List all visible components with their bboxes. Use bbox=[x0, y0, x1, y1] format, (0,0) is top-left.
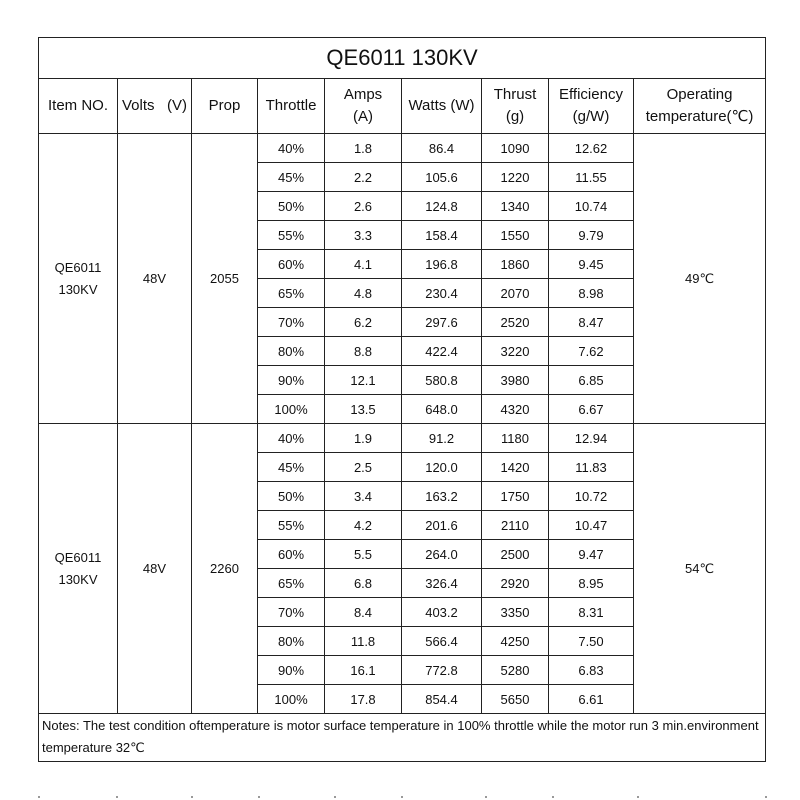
throttle-cell: 60% bbox=[258, 540, 325, 569]
throttle-cell: 50% bbox=[258, 192, 325, 221]
efficiency-cell: 9.47 bbox=[549, 540, 634, 569]
amps-cell: 17.8 bbox=[325, 685, 402, 714]
efficiency-cell: 8.31 bbox=[549, 598, 634, 627]
efficiency-cell: 8.47 bbox=[549, 308, 634, 337]
guide-dot bbox=[38, 796, 40, 798]
thrust-cell: 1420 bbox=[482, 453, 549, 482]
throttle-cell: 80% bbox=[258, 337, 325, 366]
thrust-cell: 2920 bbox=[482, 569, 549, 598]
amps-cell: 2.2 bbox=[325, 163, 402, 192]
throttle-cell: 90% bbox=[258, 366, 325, 395]
throttle-cell: 100% bbox=[258, 395, 325, 424]
throttle-cell: 90% bbox=[258, 656, 325, 685]
amps-cell: 4.2 bbox=[325, 511, 402, 540]
efficiency-cell: 6.67 bbox=[549, 395, 634, 424]
header-watts: Watts (W) bbox=[402, 79, 482, 134]
watts-cell: 163.2 bbox=[402, 482, 482, 511]
prop-cell: 2055 bbox=[192, 134, 258, 424]
watts-cell: 580.8 bbox=[402, 366, 482, 395]
watts-cell: 326.4 bbox=[402, 569, 482, 598]
thrust-cell: 1860 bbox=[482, 250, 549, 279]
throttle-cell: 45% bbox=[258, 453, 325, 482]
efficiency-cell: 6.61 bbox=[549, 685, 634, 714]
operating-temperature-cell: 49℃ bbox=[634, 134, 766, 424]
header-efficiency: Efficiency (g/W) bbox=[549, 79, 634, 134]
thrust-cell: 3220 bbox=[482, 337, 549, 366]
amps-cell: 2.6 bbox=[325, 192, 402, 221]
efficiency-cell: 11.83 bbox=[549, 453, 634, 482]
bottom-dotted-guide bbox=[0, 796, 800, 800]
table-row bbox=[39, 424, 766, 453]
efficiency-cell: 10.72 bbox=[549, 482, 634, 511]
table-body bbox=[39, 134, 766, 714]
header-amps: Amps (A) bbox=[325, 79, 402, 134]
amps-cell: 8.8 bbox=[325, 337, 402, 366]
watts-cell: 264.0 bbox=[402, 540, 482, 569]
efficiency-cell: 6.85 bbox=[549, 366, 634, 395]
amps-cell: 16.1 bbox=[325, 656, 402, 685]
throttle-cell: 50% bbox=[258, 482, 325, 511]
watts-cell: 158.4 bbox=[402, 221, 482, 250]
thrust-cell: 2500 bbox=[482, 540, 549, 569]
throttle-cell: 70% bbox=[258, 308, 325, 337]
volts-cell: 48V bbox=[118, 424, 192, 714]
watts-cell: 403.2 bbox=[402, 598, 482, 627]
item-number-cell: QE6011 130KV bbox=[39, 424, 118, 714]
thrust-cell: 1750 bbox=[482, 482, 549, 511]
header-thrust: Thrust (g) bbox=[482, 79, 549, 134]
prop-cell: 2260 bbox=[192, 424, 258, 714]
spec-sheet bbox=[38, 37, 765, 762]
efficiency-cell: 11.55 bbox=[549, 163, 634, 192]
guide-dot bbox=[765, 796, 767, 798]
header-item-no: Item NO. bbox=[39, 79, 118, 134]
header-volts: Volts (V) bbox=[118, 79, 192, 134]
thrust-cell: 1550 bbox=[482, 221, 549, 250]
guide-dot bbox=[637, 796, 639, 798]
amps-cell: 5.5 bbox=[325, 540, 402, 569]
header-row bbox=[39, 79, 766, 134]
throttle-cell: 65% bbox=[258, 279, 325, 308]
efficiency-cell: 9.45 bbox=[549, 250, 634, 279]
efficiency-cell: 12.94 bbox=[549, 424, 634, 453]
amps-cell: 4.8 bbox=[325, 279, 402, 308]
efficiency-cell: 8.98 bbox=[549, 279, 634, 308]
amps-cell: 6.8 bbox=[325, 569, 402, 598]
amps-cell: 12.1 bbox=[325, 366, 402, 395]
efficiency-cell: 12.62 bbox=[549, 134, 634, 163]
watts-cell: 196.8 bbox=[402, 250, 482, 279]
thrust-cell: 1090 bbox=[482, 134, 549, 163]
header-throttle: Throttle bbox=[258, 79, 325, 134]
thrust-cell: 1180 bbox=[482, 424, 549, 453]
amps-cell: 3.3 bbox=[325, 221, 402, 250]
throttle-cell: 45% bbox=[258, 163, 325, 192]
throttle-cell: 55% bbox=[258, 221, 325, 250]
table-row bbox=[39, 134, 766, 163]
watts-cell: 297.6 bbox=[402, 308, 482, 337]
watts-cell: 230.4 bbox=[402, 279, 482, 308]
motor-test-table bbox=[38, 37, 766, 762]
guide-dot bbox=[401, 796, 403, 798]
thrust-cell: 1340 bbox=[482, 192, 549, 221]
amps-cell: 6.2 bbox=[325, 308, 402, 337]
amps-cell: 1.9 bbox=[325, 424, 402, 453]
guide-dot bbox=[258, 796, 260, 798]
amps-cell: 4.1 bbox=[325, 250, 402, 279]
throttle-cell: 80% bbox=[258, 627, 325, 656]
amps-cell: 1.8 bbox=[325, 134, 402, 163]
thrust-cell: 5650 bbox=[482, 685, 549, 714]
watts-cell: 648.0 bbox=[402, 395, 482, 424]
throttle-cell: 100% bbox=[258, 685, 325, 714]
guide-dot bbox=[485, 796, 487, 798]
table-title: QE6011 130KV bbox=[39, 38, 766, 79]
thrust-cell: 3980 bbox=[482, 366, 549, 395]
item-number-cell: QE6011 130KV bbox=[39, 134, 118, 424]
thrust-cell: 4250 bbox=[482, 627, 549, 656]
amps-cell: 3.4 bbox=[325, 482, 402, 511]
throttle-cell: 55% bbox=[258, 511, 325, 540]
watts-cell: 201.6 bbox=[402, 511, 482, 540]
efficiency-cell: 6.83 bbox=[549, 656, 634, 685]
watts-cell: 422.4 bbox=[402, 337, 482, 366]
watts-cell: 86.4 bbox=[402, 134, 482, 163]
efficiency-cell: 7.50 bbox=[549, 627, 634, 656]
throttle-cell: 40% bbox=[258, 134, 325, 163]
watts-cell: 772.8 bbox=[402, 656, 482, 685]
guide-dot bbox=[191, 796, 193, 798]
throttle-cell: 65% bbox=[258, 569, 325, 598]
efficiency-cell: 10.47 bbox=[549, 511, 634, 540]
efficiency-cell: 10.74 bbox=[549, 192, 634, 221]
efficiency-cell: 8.95 bbox=[549, 569, 634, 598]
operating-temperature-cell: 54℃ bbox=[634, 424, 766, 714]
efficiency-cell: 9.79 bbox=[549, 221, 634, 250]
watts-cell: 91.2 bbox=[402, 424, 482, 453]
thrust-cell: 2110 bbox=[482, 511, 549, 540]
header-prop: Prop bbox=[192, 79, 258, 134]
guide-dot bbox=[334, 796, 336, 798]
amps-cell: 8.4 bbox=[325, 598, 402, 627]
watts-cell: 566.4 bbox=[402, 627, 482, 656]
header-operating-temperature: Operating temperature(℃) bbox=[634, 79, 766, 134]
throttle-cell: 40% bbox=[258, 424, 325, 453]
throttle-cell: 60% bbox=[258, 250, 325, 279]
notes: Notes: The test condition oftemperature is motor surface temperature in 100% throttle while the motor run 3 min.environment temperature 32℃ bbox=[39, 714, 766, 762]
amps-cell: 13.5 bbox=[325, 395, 402, 424]
thrust-cell: 2520 bbox=[482, 308, 549, 337]
thrust-cell: 4320 bbox=[482, 395, 549, 424]
volts-cell: 48V bbox=[118, 134, 192, 424]
watts-cell: 854.4 bbox=[402, 685, 482, 714]
guide-dot bbox=[552, 796, 554, 798]
thrust-cell: 1220 bbox=[482, 163, 549, 192]
watts-cell: 120.0 bbox=[402, 453, 482, 482]
watts-cell: 124.8 bbox=[402, 192, 482, 221]
thrust-cell: 3350 bbox=[482, 598, 549, 627]
thrust-cell: 5280 bbox=[482, 656, 549, 685]
thrust-cell: 2070 bbox=[482, 279, 549, 308]
amps-cell: 11.8 bbox=[325, 627, 402, 656]
guide-dot bbox=[116, 796, 118, 798]
watts-cell: 105.6 bbox=[402, 163, 482, 192]
amps-cell: 2.5 bbox=[325, 453, 402, 482]
throttle-cell: 70% bbox=[258, 598, 325, 627]
efficiency-cell: 7.62 bbox=[549, 337, 634, 366]
